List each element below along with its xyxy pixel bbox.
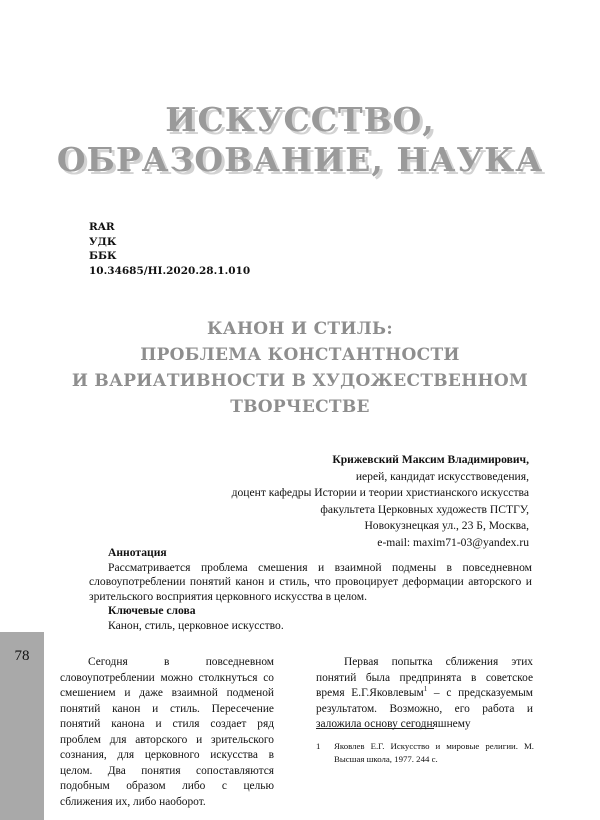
footnote [316, 740, 534, 765]
section-title [0, 100, 600, 180]
body-text-right-before: Первая попытка сближения этих понятий была предпринята в советское время Е.Г.Яковлевым [316, 656, 533, 699]
footnote-text: Яковлев Е.Г. Искусство и мировые религии. М. Высшая школа, 1977. 244 с. [334, 741, 534, 764]
article-title-line-4: ТВОРЧЕСТВЕ [230, 397, 370, 417]
author-block [129, 452, 529, 551]
abstract-label: Аннотация [108, 546, 167, 559]
body-column-left [60, 655, 274, 810]
author-address: Новокузнецкая ул., 23 Б, Москва, [364, 519, 529, 532]
section-title-line-1: ИСКУССТВО, [165, 100, 435, 139]
page-number: 78 [14, 648, 30, 664]
footnote-reference[interactable]: 1 [423, 685, 428, 694]
keywords-text: Канон, стиль, церковное искусство. [108, 618, 284, 632]
body-paragraph-left: Сегодня в повседневном словоупотреблении можно столкнуться со смешением и даже взаимной подменой понятий канон и стиль. Пересечение понятий канона и стиля создает ряд проблем для авторского и зрительского сознания, для церковного искусства в целом. Два понятия сопоставляются подобным образом либо с целью сближения их, либо наоборот. [60, 656, 274, 808]
meta-doi: 10.34685/HI.2020.28.1.010 [89, 264, 251, 277]
author-email[interactable]: e-mail: maxim71-03@yandex.ru [377, 535, 529, 549]
footnote-number: 1 [316, 741, 321, 751]
section-title-line-2: ОБРАЗОВАНИЕ, НАУКА [56, 140, 544, 179]
abstract-block [89, 546, 532, 633]
meta-udk: УДК [89, 235, 117, 248]
article-metadata [89, 220, 250, 278]
meta-bbk: ББК [89, 250, 117, 262]
author-department: доцент кафедры Истории и теории христианского искусства [231, 486, 529, 499]
article-title [0, 316, 600, 420]
author-name: Крижевский Максим Владимирович, [332, 453, 529, 466]
body-column-right [316, 655, 533, 733]
article-title-line-3: И ВАРИАТИВНОСТИ В ХУДОЖЕСТВЕННОМ [71, 371, 529, 391]
article-title-line-1: КАНОН И СТИЛЬ: [207, 319, 393, 339]
body-paragraph-right [316, 655, 533, 733]
author-faculty: факультета Церковных художеств ПСТГУ, [320, 502, 529, 516]
abstract-text: Рассматривается проблема смешения и взаимной подмены в повседневном словоупотреблении понятий канон и стиль, что провоцирует деформации авторского и зрительского восприятия церковного искусства в целом. [89, 560, 532, 603]
meta-rar: RAR [89, 221, 115, 233]
author-position: иерей, кандидат искусствоведения, [355, 469, 529, 483]
footnote-divider [316, 728, 434, 729]
body-text-right-after: – с предсказуемым результатом. Возможно, его работа и заложила основу сегодняшнему [316, 687, 533, 730]
article-title-line-2: ПРОБЛЕМА КОНСТАНТНОСТИ [140, 345, 460, 365]
keywords-label: Ключевые слова [108, 604, 196, 617]
